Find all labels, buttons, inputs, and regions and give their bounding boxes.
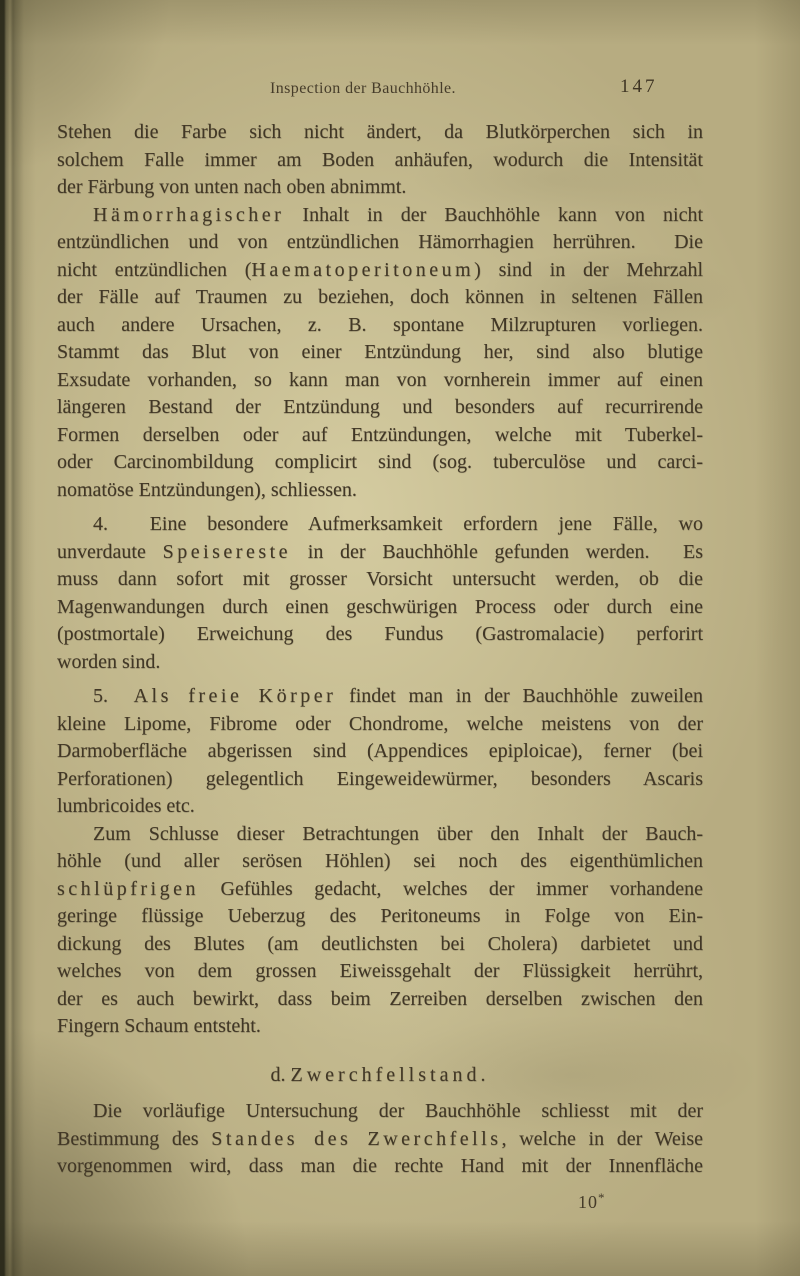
signature-mark-number: 10 (578, 1192, 598, 1212)
paragraph (57, 683, 703, 821)
text-line (57, 312, 703, 340)
text-segment: höhle (und aller serösen Höhlen) sei noch des eigenthümlichen (57, 850, 703, 872)
text-segment: auch andere Ursachen, z. B. spontane Milzrupturen vorliegen. (57, 313, 703, 336)
running-title: Inspection der Bauchhöhle. (270, 80, 456, 97)
text-segment: Gefühles gedacht, welches der immer vorhandene (198, 877, 703, 900)
text-line (57, 766, 703, 794)
text-column (57, 119, 703, 1181)
signature-mark-star: * (598, 1190, 606, 1205)
text-segment: oder Carcinombildung complicirt sind (sog. tuberculöse und carci- (57, 451, 703, 473)
paragraph (57, 119, 703, 202)
signature-mark (578, 1190, 606, 1213)
text-line (57, 821, 703, 849)
text-segment: kleine Lipome, Fibrome oder Chondrome, welche meistens von der (57, 712, 703, 735)
text-segment: nomatöse Entzündungen), schliessen. (57, 478, 357, 501)
text-segment: Inhalt in der Bauchhöhle kann von nicht (284, 203, 703, 226)
text-line (57, 147, 703, 175)
text-segment: Zum Schlusse dieser Betrachtungen über den Inhalt der Bauch- (93, 822, 703, 845)
text-line (57, 422, 703, 450)
page-number: 147 (620, 76, 658, 97)
letterspaced-text: Als freie Körper (133, 685, 337, 707)
text-segment: der Fälle auf Traumen zu beziehen, doch können in seltenen Fällen (57, 286, 703, 308)
text-line (57, 477, 703, 505)
text-segment: der Färbung von unten nach oben abnimmt. (57, 176, 407, 198)
text-line (57, 394, 703, 422)
text-line (57, 986, 703, 1014)
text-line (57, 257, 703, 285)
text-line (57, 876, 703, 904)
text-line (57, 931, 703, 959)
text-line (57, 367, 703, 395)
text-segment: geringe flüssige Ueberzug des Peritoneums in Folge von Ein- (57, 905, 703, 927)
text-line (57, 958, 703, 986)
text-line (57, 449, 703, 477)
paragraph (57, 202, 703, 505)
text-line (57, 539, 703, 567)
text-line (57, 711, 703, 739)
text-segment: Exsudate vorhanden, so kann man von vornherein immer auf einen (57, 368, 703, 391)
text-line (57, 621, 703, 649)
letterspaced-text: Standes des Zwerchfells (211, 1127, 502, 1150)
text-segment: Magenwandungen durch einen geschwürigen Process oder durch eine (57, 595, 703, 618)
text-line (57, 174, 703, 202)
text-segment: Fingern Schaum entsteht. (57, 1015, 261, 1037)
text-segment: (postmortale) Erweichung des Fundus (Gastromalacie) perforirt (57, 623, 703, 645)
letterspaced-text: Haematoperitoneum (251, 258, 475, 281)
text-line (57, 202, 703, 230)
text-segment: d. (270, 1063, 291, 1086)
text-line (57, 848, 703, 876)
text-line (57, 284, 703, 312)
section-heading (57, 1062, 703, 1090)
paragraph (57, 1098, 703, 1181)
paragraph (57, 821, 703, 1041)
text-line (57, 511, 703, 539)
text-line (57, 1098, 703, 1126)
text-segment: solchem Falle immer am Boden anhäufen, wodurch die Intensität (57, 148, 703, 171)
text-segment: ) sind in der Mehrzahl (474, 258, 704, 281)
text-line (57, 1153, 703, 1181)
text-segment: entzündlichen und von entzündlichen Hämorrhagien herrühren. Die (57, 231, 703, 253)
text-segment: Stehen die Farbe sich nicht ändert, da Blutkörperchen sich in (57, 121, 703, 143)
text-line (57, 793, 703, 821)
text-line (57, 119, 703, 147)
text-segment: muss dann sofort mit grosser Vorsicht untersucht werden, ob die (57, 568, 703, 590)
letterspaced-text: Zwerchfellstand. (290, 1063, 490, 1086)
text-segment: worden sind. (57, 650, 161, 673)
text-segment: nicht entzündlichen ( (57, 258, 252, 281)
text-line (57, 738, 703, 766)
text-segment: 4. Eine besondere Aufmerksamkeit erfordern jene Fälle, wo (93, 513, 703, 535)
text-segment: lumbricoides etc. (57, 795, 195, 817)
text-segment: Perforationen) gelegentlich Eingeweidewürmer, besonders Ascaris (57, 767, 703, 790)
text-segment: in der Bauchhöhle gefunden werden. Es (291, 540, 703, 563)
text-line (57, 683, 703, 711)
text-line (57, 566, 703, 594)
text-segment: , welche in der Weise (501, 1127, 704, 1150)
text-segment: 5. (93, 685, 134, 707)
text-line (57, 1013, 703, 1041)
text-line (57, 229, 703, 257)
text-segment: Die vorläufige Untersuchung der Bauchhöhle schliesst mit der (93, 1100, 703, 1122)
text-segment: unverdaute (57, 540, 163, 563)
text-segment: vorgenommen wird, dass man die rechte Hand mit der Innenfläche (57, 1155, 703, 1177)
text-segment: findet man in der Bauchhöhle zuweilen (336, 685, 703, 707)
text-line (57, 649, 703, 677)
text-segment: Bestimmung des (57, 1127, 212, 1150)
text-segment: Darmoberfläche abgerissen sind (Appendices epiploicae), ferner (bei (57, 740, 703, 762)
text-line (57, 594, 703, 622)
text-segment: Formen derselben oder auf Entzündungen, welche mit Tuberkel- (57, 423, 703, 446)
text-segment: längeren Bestand der Entzündung und besonders auf recurrirende (57, 396, 703, 418)
text-segment: der es auch bewirkt, dass beim Zerreiben derselben zwischen den (57, 987, 703, 1010)
text-segment: welches von dem grossen Eiweissgehalt der Flüssigkeit herrührt, (57, 960, 703, 982)
text-line (57, 903, 703, 931)
letterspaced-text: schlüpfrigen (57, 877, 199, 900)
paragraph (57, 511, 703, 676)
text-line (57, 1126, 703, 1154)
letterspaced-text: Speisereste (162, 540, 292, 563)
text-segment: Stammt das Blut von einer Entzündung her, sind also blutige (57, 341, 703, 363)
text-line (57, 339, 703, 367)
letterspaced-text: Hämorrhagischer (93, 203, 285, 226)
text-segment: dickung des Blutes (am deutlichsten bei Cholera) darbietet und (57, 932, 703, 955)
